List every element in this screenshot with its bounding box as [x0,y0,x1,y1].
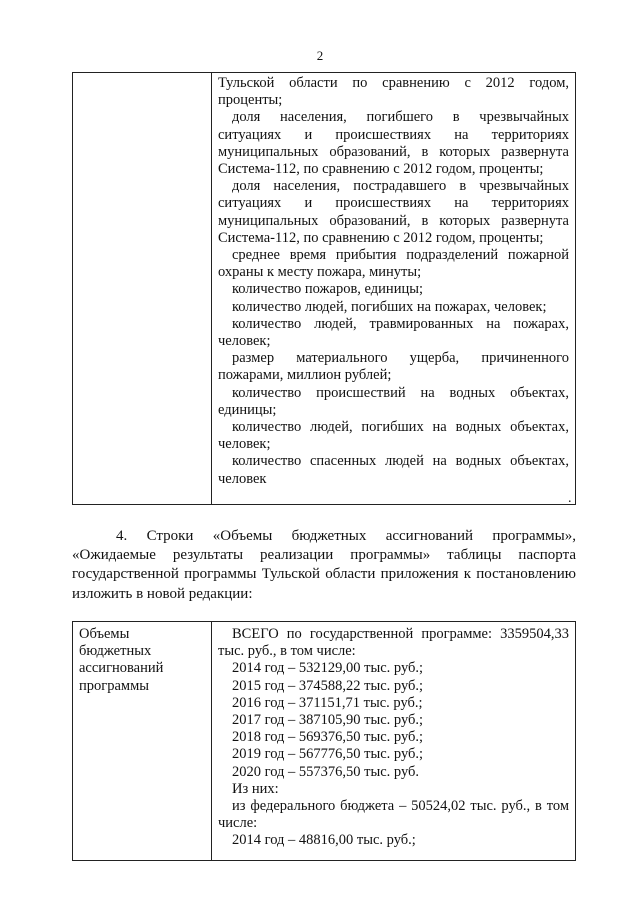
indicator-line: количество людей, погибших на водных объектах, человек; [218,419,569,453]
indicator-line: доля населения, погибшего в чрезвычайных ситуациях и происшествиях на территориях муниципальных образований, в которых развернута Система-112, по сравнению с 2012 годом, проценты; [218,109,569,178]
indicator-line: количество пожаров, единицы; [232,281,423,298]
budget-line: ВСЕГО по государственной программе: 3359504,33 тыс. руб., в том числе: [218,626,569,660]
table-closing-mark: . [568,491,572,506]
budget-line: 2019 год – 567776,50 тыс. руб.; [232,746,424,763]
indicator-line: доля населения, пострадавшего в чрезвычайных ситуациях и происшествиях на территориях муниципальных образований, в которых развернута Система-112, по сравнению с 2012 годом, проценты; [218,178,569,246]
clause-4 [72,527,576,604]
budget-line: из федерального бюджета – 50524,02 тыс. руб., в том числе: [218,798,569,832]
budget-line: 2015 год – 374588,22 тыс. руб.; [232,677,424,694]
budget-line: 2014 год – 48816,00 тыс. руб.; [232,832,416,849]
budget-line: 2016 год – 371151,71 тыс. руб.; [232,694,423,711]
budget-label-cell [73,622,212,861]
indicators-value-cell [212,73,576,505]
indicator-line: среднее время прибытия подразделений пожарной охраны к месту пожара, минуты; [218,247,569,281]
indicators-text [212,73,575,488]
indicator-line: количество людей, погибших на пожарах, человек; [232,298,547,315]
budget-text [212,622,575,850]
indicators-label-cell [73,73,212,505]
budget-line: 2020 год – 557376,50 тыс. руб. [232,763,420,780]
budget-value-cell [212,622,576,861]
indicators-table-continuation [72,72,576,505]
budget-line: Из них: [232,780,279,797]
budget-line: 2014 год – 532129,00 тыс. руб.; [232,660,424,677]
budget-line: 2018 год – 569376,50 тыс. руб.; [232,729,424,746]
budget-line: 2017 год – 387105,90 тыс. руб.; [232,712,424,729]
indicator-line: Тульской области по сравнению с 2012 годом, проценты; [218,75,569,109]
budget-allocations-table [72,621,576,861]
budget-label: Объемы бюджетных ассигнований программы [79,626,164,694]
clause-4-text: 4. Строки «Объемы бюджетных ассигнований программы», «Ожидаемые результаты реализации программы» таблицы паспорта государственной программы Тульской области приложения к постановлению изложить в новой редакции: [72,528,576,602]
indicator-line: размер материального ущерба, причиненного пожарами, миллион рублей; [218,350,569,384]
indicator-line: количество происшествий на водных объектах, единицы; [218,384,569,418]
indicator-line: количество людей, травмированных на пожарах, человек; [218,315,569,350]
indicator-line: количество спасенных людей на водных объектах, человек [218,453,569,487]
page-number: 2 [316,48,324,63]
